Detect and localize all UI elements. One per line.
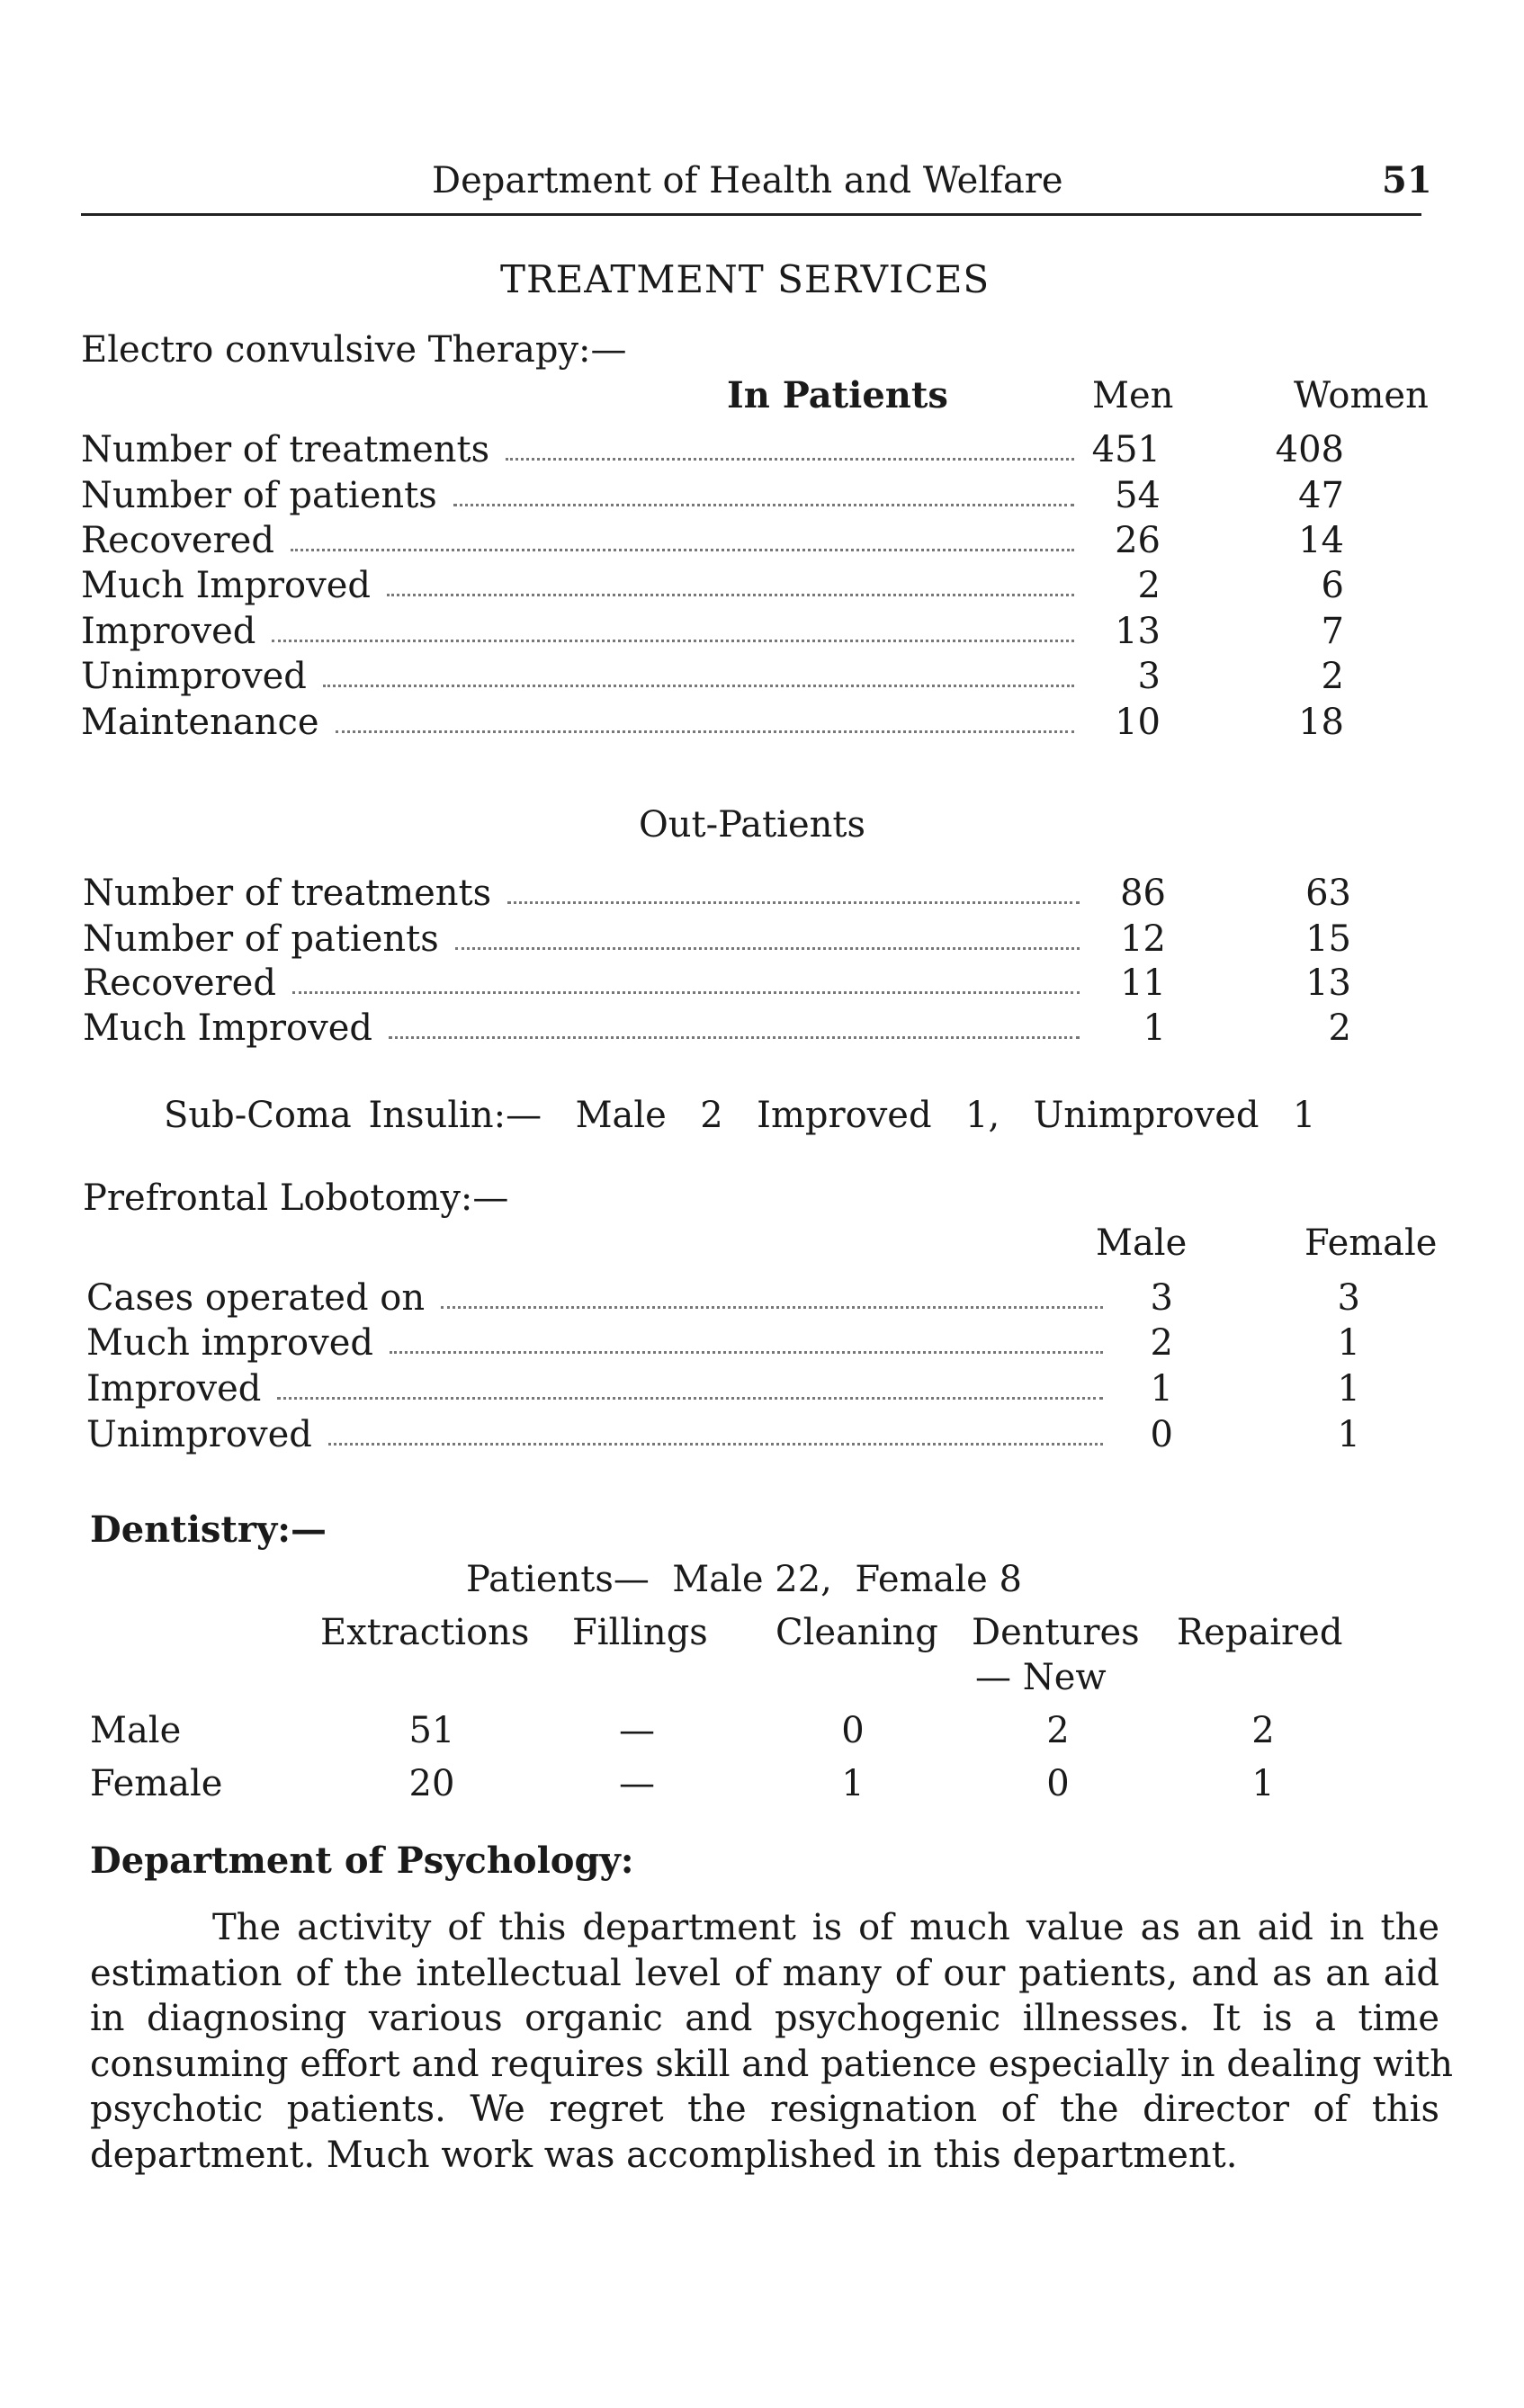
table-row <box>86 1320 1436 1365</box>
row-value-men: 3 <box>1137 656 1161 697</box>
row-value-male: 1 <box>1150 1368 1173 1410</box>
page-number: 51 <box>1382 159 1432 201</box>
row-value-men: 10 <box>1115 702 1161 743</box>
leader-dots <box>441 1306 1103 1309</box>
dentistry-col-dentures-sub: — New <box>975 1657 1107 1698</box>
row-label: Number of patients <box>81 475 437 516</box>
dentistry-row-label: Female <box>90 1763 223 1804</box>
dentistry-col-dentures: Dentures <box>972 1612 1140 1653</box>
row-label: Number of treatments <box>83 873 492 914</box>
row-value-men: 86 <box>1120 873 1166 914</box>
row-value-women: 2 <box>1328 1007 1351 1049</box>
dentistry-col-extractions: Extractions <box>320 1612 530 1653</box>
paragraph-line: in diagnosing various organic and psychogenic illnesses. It is a time <box>90 1998 1439 2039</box>
row-label: Unimproved <box>81 656 307 697</box>
leader-dots <box>390 1351 1103 1354</box>
table-row <box>81 609 1430 654</box>
leader-dots <box>291 549 1074 551</box>
in-patients-heading: In Patients <box>727 374 948 416</box>
row-value-men: 1 <box>1143 1007 1166 1049</box>
row-value-women: 2 <box>1321 656 1344 697</box>
row-value-women: 15 <box>1305 918 1351 960</box>
leader-dots <box>272 640 1074 642</box>
row-label: Much Improved <box>83 1007 373 1049</box>
dentistry-col-cleaning: Cleaning <box>775 1612 938 1653</box>
row-value-women: 63 <box>1305 873 1351 914</box>
dentistry-cell: 0 <box>1046 1763 1070 1804</box>
row-value-men: 13 <box>1115 611 1161 652</box>
table-row <box>83 1006 1432 1051</box>
ect-heading: Electro convulsive Therapy:— <box>81 329 627 371</box>
dentistry-cell: 1 <box>1251 1763 1275 1804</box>
table-row <box>81 700 1430 745</box>
dentistry-cell: 0 <box>841 1710 865 1751</box>
dentistry-cell: 1 <box>841 1763 865 1804</box>
row-label: Much improved <box>86 1322 374 1364</box>
dentistry-patients-line: Patients— Male 22, Female 8 <box>466 1559 1022 1600</box>
row-value-men: 2 <box>1137 565 1161 606</box>
row-label: Recovered <box>83 962 276 1004</box>
leader-dots <box>389 1036 1080 1039</box>
row-label: Improved <box>81 611 256 652</box>
row-value-women: 7 <box>1321 611 1344 652</box>
dentistry-cell: — <box>619 1763 655 1804</box>
row-value-female: 3 <box>1337 1277 1360 1319</box>
table-row <box>83 871 1432 916</box>
paragraph-line: The activity of this department is of much value as an aid in the <box>212 1907 1439 1948</box>
dentistry-row-label: Male <box>90 1710 182 1751</box>
leader-dots <box>277 1397 1103 1400</box>
col-header-women: Women <box>1294 375 1429 416</box>
dentistry-cell: 20 <box>408 1763 455 1804</box>
col-header-male: Male <box>1096 1222 1188 1264</box>
table-row <box>81 563 1430 608</box>
row-value-women: 408 <box>1275 429 1344 470</box>
row-value-male: 3 <box>1150 1277 1173 1319</box>
row-value-men: 26 <box>1115 520 1161 561</box>
table-row <box>81 654 1430 699</box>
paragraph-line: psychotic patients. We regret the resignation of the director of this <box>90 2089 1439 2130</box>
row-value-men: 11 <box>1120 962 1166 1004</box>
psychology-heading: Department of Psychology: <box>90 1840 634 1882</box>
leader-dots <box>292 991 1080 994</box>
paragraph-line: estimation of the intellectual level of many of our patients, and as an aid <box>90 1952 1439 1994</box>
row-value-female: 1 <box>1337 1368 1360 1410</box>
row-label: Number of patients <box>83 918 439 960</box>
table-row <box>86 1276 1436 1320</box>
row-value-male: 0 <box>1150 1414 1173 1455</box>
table-row <box>81 473 1430 518</box>
row-value-female: 1 <box>1337 1322 1360 1364</box>
row-value-men: 12 <box>1120 918 1166 960</box>
table-row <box>81 427 1430 472</box>
leader-dots <box>323 685 1074 687</box>
lobotomy-heading: Prefrontal Lobotomy:— <box>83 1177 509 1219</box>
dentistry-col-repaired: Repaired <box>1177 1612 1343 1653</box>
row-value-women: 14 <box>1298 520 1344 561</box>
dentistry-cell: 2 <box>1046 1710 1070 1751</box>
paragraph-line: department. Much work was accomplished in this department. <box>90 2134 1238 2176</box>
sub-coma-insulin-line: Sub-Coma Insulin:— Male 2 Improved 1, Unimproved 1 <box>164 1095 1316 1136</box>
header-rule <box>81 213 1421 216</box>
leader-dots <box>455 947 1080 950</box>
table-row <box>86 1366 1436 1411</box>
row-label: Improved <box>86 1368 262 1410</box>
table-row <box>81 518 1430 563</box>
col-header-men: Men <box>1092 375 1174 416</box>
row-value-male: 2 <box>1150 1322 1173 1364</box>
out-patients-heading: Out-Patients <box>639 804 866 846</box>
leader-dots <box>387 594 1074 596</box>
row-label: Number of treatments <box>81 429 490 470</box>
row-label: Much Improved <box>81 565 372 606</box>
row-label: Unimproved <box>86 1414 312 1455</box>
dentistry-col-fillings: Fillings <box>572 1612 708 1653</box>
col-header-female: Female <box>1304 1222 1438 1264</box>
dentistry-cell: 51 <box>408 1710 455 1751</box>
leader-dots <box>328 1443 1103 1446</box>
row-value-men: 54 <box>1115 475 1161 516</box>
dentistry-cell: — <box>619 1710 655 1751</box>
leader-dots <box>453 504 1074 506</box>
dentistry-cell: 2 <box>1251 1710 1275 1751</box>
dentistry-heading: Dentistry:— <box>90 1508 327 1551</box>
table-row <box>86 1412 1436 1457</box>
leader-dots <box>507 901 1080 904</box>
row-value-female: 1 <box>1337 1414 1360 1455</box>
leader-dots <box>336 730 1074 733</box>
table-row <box>83 917 1432 962</box>
row-value-women: 6 <box>1321 565 1344 606</box>
row-value-women: 18 <box>1298 702 1344 743</box>
psychology-paragraph <box>90 1905 1454 2178</box>
table-row <box>83 961 1432 1006</box>
row-value-women: 47 <box>1298 475 1344 516</box>
row-value-women: 13 <box>1305 962 1351 1004</box>
row-label: Recovered <box>81 520 274 561</box>
row-label: Cases operated on <box>86 1277 426 1319</box>
leader-dots <box>506 458 1074 461</box>
section-title: TREATMENT SERVICES <box>500 257 991 301</box>
row-label: Maintenance <box>81 702 319 743</box>
running-header-title: Department of Health and Welfare <box>432 160 1063 201</box>
paragraph-line: consuming effort and requires skill and patience especially in dealing with <box>90 2043 1454 2085</box>
row-value-men: 451 <box>1091 429 1161 470</box>
